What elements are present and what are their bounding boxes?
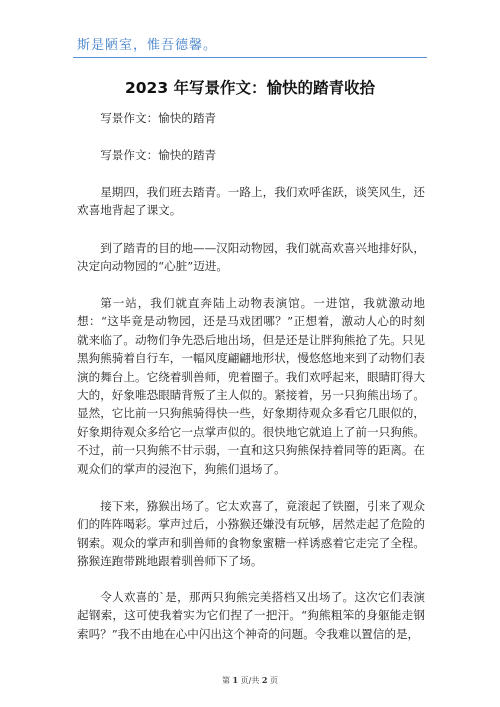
subtitle-line-2 bbox=[77, 146, 425, 164]
header-motto: 斯是陋室，惟吾德馨。 bbox=[77, 38, 218, 53]
page-footer bbox=[0, 675, 500, 686]
paragraph: 星期四，我们班去踏青。一路上，我们欢呼雀跃，谈笑风生，还欢喜地背起了课文。 bbox=[77, 185, 425, 218]
paragraph: 接下来，猕猴出场了。它太欢喜了，竟滚起了铁圈，引来了观众们的阵阵喝彩。掌声过后，小猕猴还嫌没有玩够，居然走起了危险的钢索。观众的掌声和驯兽师的食物象蜜糖一样诱惑着它走完了全程。猕猴连跑带跳地跟着驯兽师下了场。 bbox=[77, 499, 425, 569]
paragraph: 令人欢喜的`是，那两只狗熊完美搭档又出场了。这次它们表演起钢索，这可使我着实为它们捏了一把汗。“狗熊粗笨的身躯能走钢索吗？”我不由地在心中闪出这个神奇的问题。令我难以置信的是， bbox=[77, 590, 425, 641]
paragraph-block bbox=[77, 588, 425, 643]
footer-prefix: 第 bbox=[221, 676, 230, 685]
header-divider bbox=[73, 57, 427, 58]
paragraph-block bbox=[77, 183, 425, 220]
footer-page-number: 1 bbox=[232, 675, 239, 685]
footer-suffix: 页 bbox=[270, 676, 279, 685]
paragraph-block bbox=[77, 294, 425, 478]
paragraph-block bbox=[77, 239, 425, 276]
subtitle-line-1 bbox=[77, 109, 425, 127]
footer-total-pages: 2 bbox=[261, 675, 268, 685]
page-title: 2023 年写景作文：愉快的踏青收拾 bbox=[124, 79, 376, 97]
footer-middle: 页/共 bbox=[240, 676, 260, 685]
paragraph: 到了踏青的目的地——汉阳动物园，我们就高欢喜兴地排好队，决定向动物园的“心脏”迈进。 bbox=[77, 241, 425, 274]
subtitle-text: 写景作文：愉快的踏青 bbox=[100, 111, 217, 125]
subtitle-text: 写景作文：愉快的踏青 bbox=[100, 148, 217, 162]
paragraph-block bbox=[77, 497, 425, 571]
paragraph: 第一站，我们就直奔陆上动物表演馆。一进馆，我就激动地想：“这毕竟是动物园，还是马戏团哪？”正想着，激动人心的时刻就来临了。动物们争先恐后地出场，但是还是让胖狗熊抢了先。只见黑狗熊骑着自行车，一幅风度翩翩地形状，慢悠悠地来到了动物们表演的舞台上。它绕着驯兽师，兜着圈子。我们欢呼起来，眼睛盯得大大的，好象唯恐眼睛背叛了主人似的。紧接着，另一只狗熊出场了。显然，它比前一只狗熊骑得快一些，好象期待观众多看它几眼似的，好象期待观众多给它一点掌声似的。很快地它就追上了前一只狗熊。不过，前一只狗熊不甘示弱，一直和这只狗熊保持着同等的距离。在观众们的掌声的浸泡下，狗熊们退场了。 bbox=[77, 296, 425, 476]
